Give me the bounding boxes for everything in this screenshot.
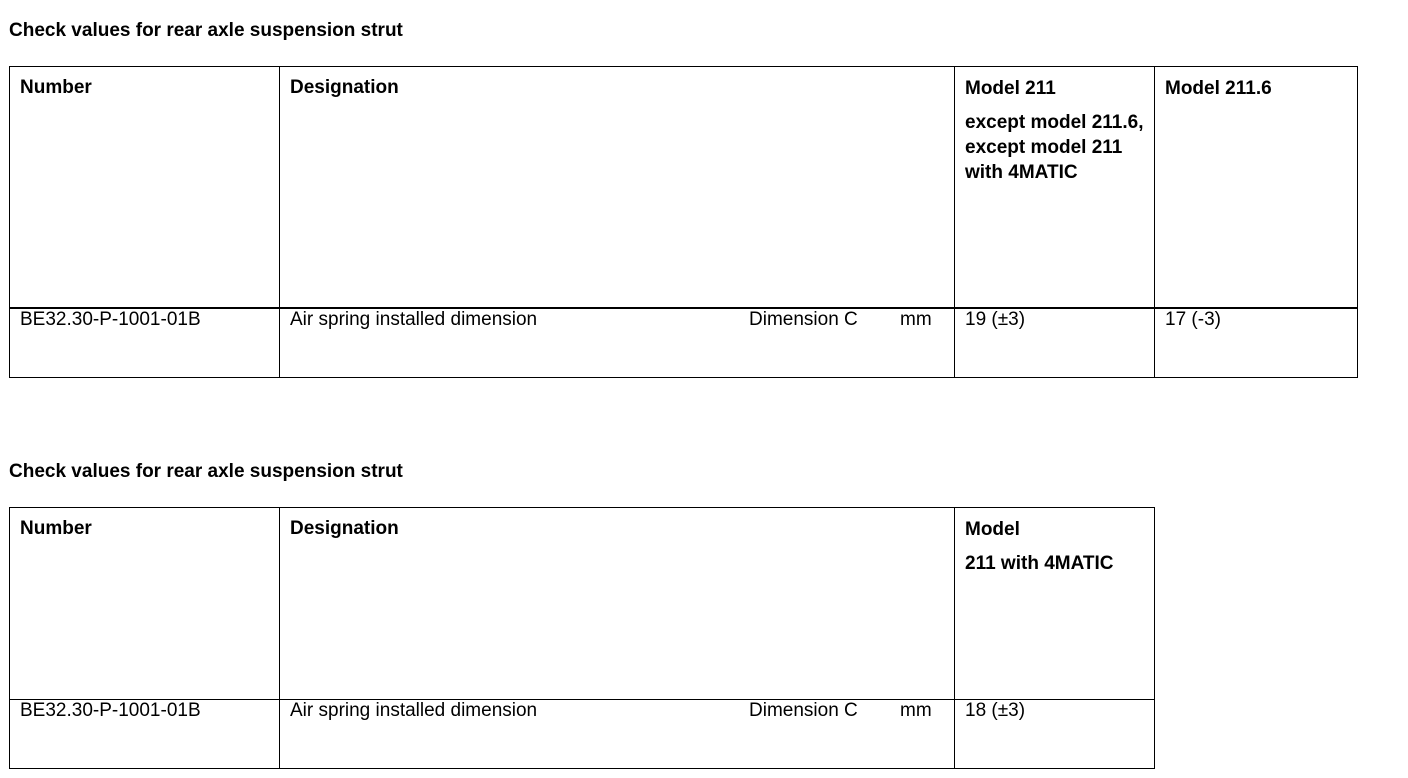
dimension-unit: mm: [900, 308, 932, 330]
section-title-2: Check values for rear axle suspension strut: [9, 461, 403, 482]
header-model-4matic-note: 211 with 4MATIC: [965, 553, 1114, 574]
designation-text: Air spring installed dimension: [290, 700, 538, 721]
header-number: Number: [10, 67, 280, 308]
header-model-211-6-title: Model 211.6: [1165, 78, 1272, 99]
header-designation: Designation: [280, 67, 955, 308]
row-designation: [280, 700, 955, 769]
row-number: BE32.30-P-1001-01B: [10, 700, 280, 769]
header-model-4matic: [955, 508, 1155, 700]
table-row: [10, 700, 1155, 769]
section-title-1: Check values for rear axle suspension strut: [9, 20, 403, 41]
header-model-211-note: except model 211.6, except model 211 with 4MATIC: [965, 112, 1144, 183]
header-model-211-6: [1155, 67, 1358, 308]
check-values-table-1: [9, 66, 1358, 378]
header-model-211-title: Model 211: [965, 78, 1056, 99]
value-model-211: 19 (±3): [955, 308, 1155, 378]
check-values-table-2: [9, 507, 1155, 769]
designation-text: Air spring installed dimension: [290, 308, 538, 330]
value-model-4matic: 18 (±3): [955, 700, 1155, 769]
header-designation: Designation: [280, 508, 955, 700]
value-model-211-6: 17 (-3): [1155, 308, 1358, 378]
dimension-label: Dimension C: [749, 308, 858, 330]
header-number: Number: [10, 508, 280, 700]
table-row: [10, 308, 1358, 378]
header-model-4matic-title: Model: [965, 519, 1020, 540]
row-designation: [280, 308, 955, 378]
header-model-211: [955, 67, 1155, 308]
dimension-label: Dimension C: [749, 700, 858, 721]
table-header-row: [10, 508, 1155, 700]
row-number: BE32.30-P-1001-01B: [10, 308, 280, 378]
dimension-unit: mm: [900, 700, 932, 721]
table-header-row: [10, 67, 1358, 308]
